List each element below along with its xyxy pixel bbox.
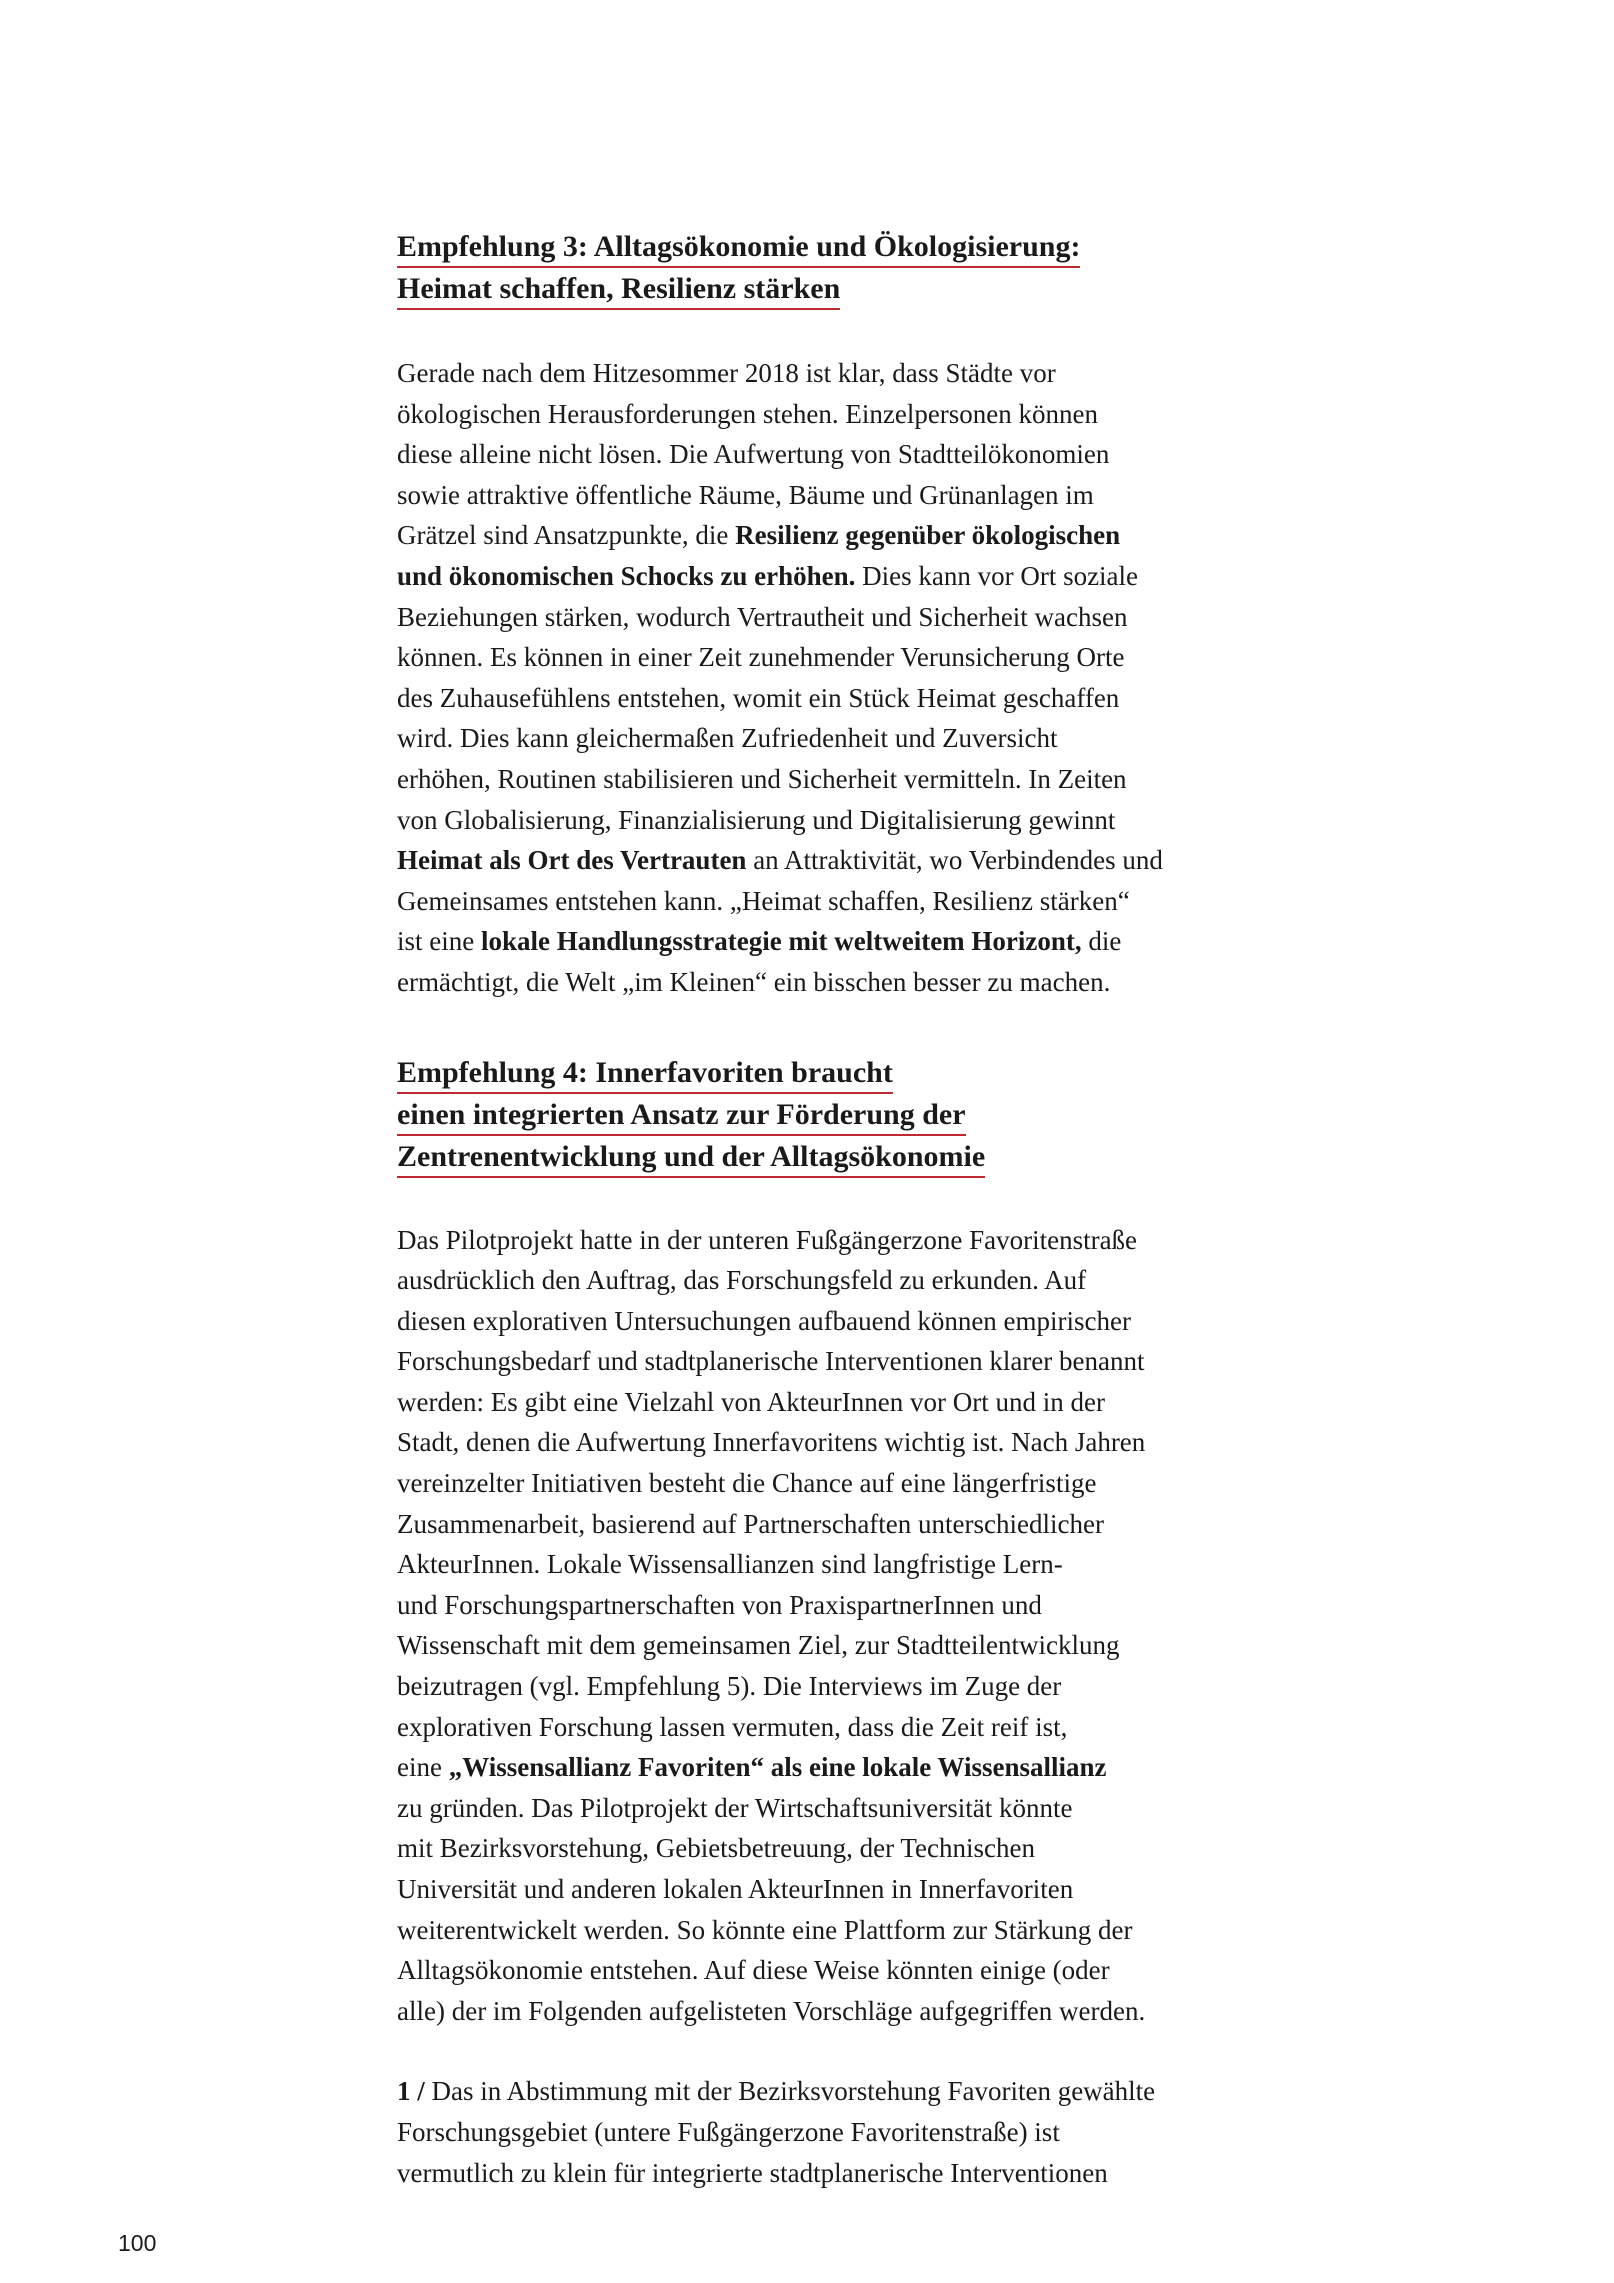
heading-line: einen integrierten Ansatz zur Förderung der (397, 1095, 966, 1136)
heading-line: Empfehlung 3: Alltagsökonomie und Ökologisierung: (397, 227, 1080, 268)
list-number: 1 / (397, 2076, 425, 2107)
text-run: die (1081, 926, 1122, 957)
text-line: vereinzelter Initiativen besteht die Chance auf eine längerfristige (397, 1468, 1097, 1499)
text-run: Dies kann vor Ort soziale (855, 560, 1139, 591)
text-run: eine (397, 1752, 449, 1783)
text-line: beizutragen (vgl. Empfehlung 5). Die Interviews im Zuge der (397, 1671, 1062, 1702)
text-line: des Zuhausefühlens entstehen, womit ein Stück Heimat geschaffen (397, 682, 1120, 713)
page-number: 100 (118, 2230, 157, 2256)
text-line (397, 2071, 1277, 2112)
text-line: Wissenschaft mit dem gemeinsamen Ziel, zur Stadtteilentwicklung (397, 1630, 1120, 1661)
page-body (397, 226, 1277, 2193)
text-line: AkteurInnen. Lokale Wissensallianzen sind langfristige Lern- (397, 1549, 1063, 1580)
text-line: erhöhen, Routinen stabilisieren und Sicherheit vermitteln. In Zeiten (397, 763, 1127, 794)
text-line: zu gründen. Das Pilotprojekt der Wirtschaftsuniversität könnte (397, 1792, 1073, 1823)
text-line (397, 515, 1277, 556)
text-line: werden: Es gibt eine Vielzahl von AkteurInnen vor Ort und in der (397, 1386, 1105, 1417)
text-line: Stadt, denen die Aufwertung Innerfavoritens wichtig ist. Nach Jahren (397, 1427, 1146, 1458)
text-line: ökologischen Herausforderungen stehen. Einzelpersonen können (397, 398, 1099, 429)
bold-phrase: lokale Handlungsstrategie mit weltweitem Horizont, (480, 926, 1082, 957)
text-line: ausdrücklich den Auftrag, das Forschungsfeld zu erkunden. Auf (397, 1265, 1087, 1296)
paragraph-empfehlung-4 (397, 1220, 1277, 2032)
text-line: Universität und anderen lokalen AkteurInnen in Innerfavoriten (397, 1874, 1074, 1904)
heading-line: Zentrenentwicklung und der Alltagsökonomie (397, 1137, 985, 1178)
text-line: Zusammenarbeit, basierend auf Partnerschaften unterschiedlicher (397, 1508, 1104, 1539)
text-line (397, 921, 1277, 962)
bold-phrase: Heimat als Ort des Vertrauten (397, 845, 747, 876)
text-line: diesen explorativen Untersuchungen aufbauend können empirischer (397, 1305, 1131, 1336)
text-line: weiterentwickelt werden. So könnte eine Plattform zur Stärkung der (397, 1914, 1133, 1945)
text-line: Gemeinsames entstehen kann. „Heimat schaffen, Resilienz stärken“ (397, 885, 1130, 916)
text-line: sowie attraktive öffentliche Räume, Bäume und Grünanlagen im (397, 479, 1094, 510)
text-line: Alltagsökonomie entstehen. Auf diese Weise könnten einige (oder (397, 1955, 1110, 1986)
text-line (397, 840, 1277, 881)
text-run: ist eine (397, 926, 481, 957)
heading-line: Heimat schaffen, Resilienz stärken (397, 269, 840, 310)
text-run: an Attraktivität, wo Verbindendes und (746, 845, 1163, 876)
text-line: mit Bezirksvorstehung, Gebietsbetreuung, der Technischen (397, 1833, 1035, 1864)
text-line: Forschungsbedarf und stadtplanerische Interventionen klarer benannt (397, 1346, 1145, 1377)
text-line (397, 1747, 1277, 1788)
section-heading-empfehlung-3 (397, 226, 1277, 310)
text-line: diese alleine nicht lösen. Die Aufwertung von Stadtteilökonomien (397, 439, 1110, 470)
heading-line: Empfehlung 4: Innerfavoriten braucht (397, 1053, 893, 1094)
text-line: können. Es können in einer Zeit zunehmender Verunsicherung Orte (397, 642, 1125, 673)
text-line: alle) der im Folgenden aufgelisteten Vorschläge aufgegriffen werden. (397, 1995, 1146, 2026)
text-line: Beziehungen stärken, wodurch Vertrautheit und Sicherheit wachsen (397, 601, 1128, 632)
paragraph-list-item-1 (397, 2071, 1277, 2193)
paragraph-empfehlung-3 (397, 353, 1277, 1003)
text-line: vermutlich zu klein für integrierte stadtplanerische Interventionen (397, 2157, 1108, 2188)
section-heading-empfehlung-4 (397, 1052, 1277, 1178)
text-line: Das Pilotprojekt hatte in der unteren Fußgängerzone Favoritenstraße (397, 1224, 1138, 1255)
text-line: ermächtigt, die Welt „im Kleinen“ ein bisschen besser zu machen. (397, 966, 1111, 997)
text-line: explorativen Forschung lassen vermuten, dass die Zeit reif ist, (397, 1711, 1068, 1742)
text-run: Das in Abstimmung mit der Bezirksvorstehung Favoriten gewählte (424, 2076, 1156, 2107)
bold-phrase: „Wissensallianz Favoriten“ als eine lokale Wissensallianz (448, 1752, 1107, 1783)
text-run: Grätzel sind Ansatzpunkte, die (397, 520, 736, 551)
text-line: Forschungsgebiet (untere Fußgängerzone Favoritenstraße) ist (397, 2116, 1060, 2147)
text-line (397, 556, 1277, 597)
text-line: Gerade nach dem Hitzesommer 2018 ist klar, dass Städte vor (397, 358, 1056, 388)
bold-phrase: Resilienz gegenüber ökologischen (735, 520, 1121, 551)
bold-phrase: und ökonomischen Schocks zu erhöhen. (397, 560, 856, 591)
text-line: wird. Dies kann gleichermaßen Zufriedenheit und Zuversicht (397, 723, 1058, 754)
text-line: von Globalisierung, Finanzialisierung und Digitalisierung gewinnt (397, 804, 1116, 835)
text-line: und Forschungspartnerschaften von PraxispartnerInnen und (397, 1589, 1042, 1620)
